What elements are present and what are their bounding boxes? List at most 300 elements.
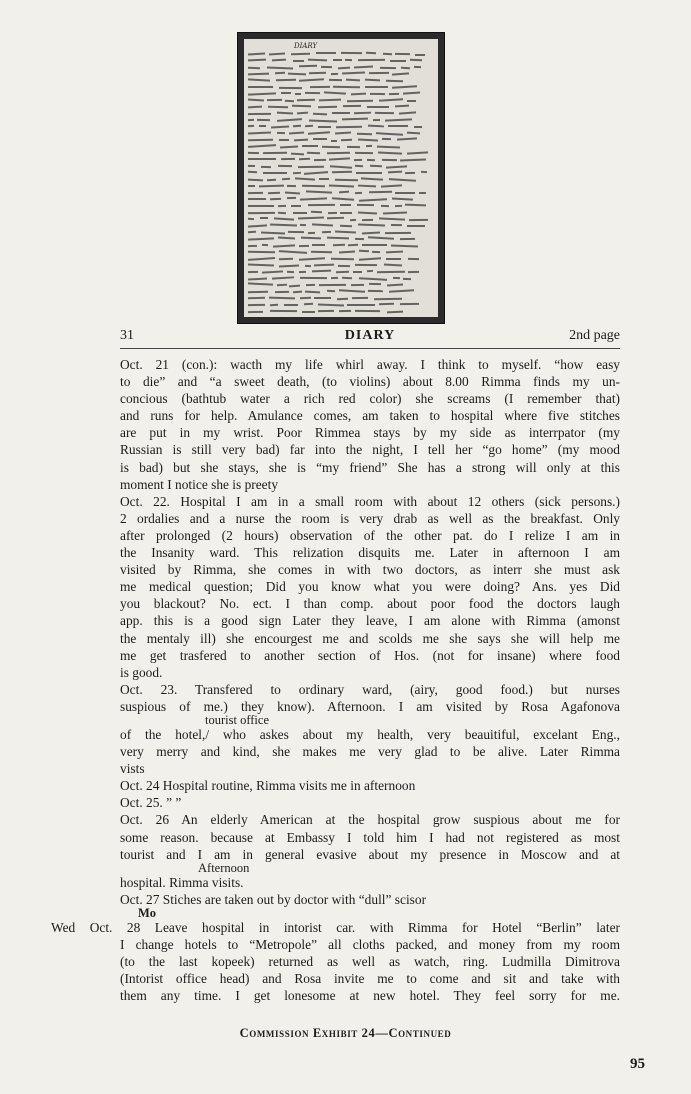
handwriting-stroke bbox=[354, 112, 371, 114]
handwriting-stroke bbox=[400, 158, 426, 160]
text-line: visited by Rimma, she comes in with two doctors, as interr she must ask bbox=[120, 562, 620, 578]
handwriting-stroke bbox=[382, 158, 397, 160]
handwriting-stroke bbox=[333, 244, 345, 246]
handwriting-stroke bbox=[327, 237, 349, 239]
handwriting-stroke bbox=[362, 231, 380, 234]
handwriting-stroke bbox=[389, 92, 399, 94]
handwriting-stroke bbox=[309, 72, 326, 74]
handwriting-stroke bbox=[279, 257, 293, 259]
handwriting-stroke bbox=[318, 304, 344, 307]
handwriting-stroke bbox=[345, 59, 352, 61]
handwriting-stroke bbox=[355, 152, 373, 154]
handwriting-stroke bbox=[375, 112, 394, 114]
handwriting-stroke bbox=[289, 284, 300, 286]
handwriting-stroke bbox=[248, 138, 273, 140]
handwriting-stroke bbox=[358, 212, 377, 214]
handwriting-stroke bbox=[312, 224, 333, 227]
handwriting-stroke bbox=[385, 118, 412, 121]
handwriting-stroke bbox=[263, 152, 287, 154]
handwriting-stroke bbox=[291, 53, 310, 55]
handwriting-stroke bbox=[248, 257, 275, 260]
handwriting-stroke bbox=[365, 86, 388, 88]
handwriting-stroke bbox=[248, 113, 271, 115]
handwriting-stroke bbox=[391, 244, 418, 246]
handwriting-stroke bbox=[388, 125, 408, 127]
handwriting-stroke bbox=[389, 178, 416, 181]
handwriting-stroke bbox=[379, 303, 394, 305]
handwriting-stroke bbox=[340, 225, 352, 227]
handwriting-stroke bbox=[306, 284, 315, 286]
handwriting-stroke bbox=[287, 271, 295, 273]
handwriting-stroke bbox=[346, 79, 360, 81]
handwriting-stroke bbox=[299, 78, 324, 81]
text-line: (Intorist office head) and Rosa invite me to come and sit and take with bbox=[120, 971, 620, 987]
handwriting-stroke bbox=[284, 304, 298, 306]
handwriting-stroke bbox=[333, 59, 342, 61]
handwriting-stroke bbox=[331, 139, 337, 141]
handwriting-stroke bbox=[405, 204, 426, 206]
text-line: after prolonged (2 hours) observation of the other pat. do I relize I am in bbox=[120, 527, 620, 543]
handwriting-stroke bbox=[395, 192, 415, 194]
handwriting-stroke bbox=[338, 265, 350, 267]
handwriting-stroke bbox=[300, 277, 327, 279]
handwriting-stroke bbox=[312, 244, 325, 246]
handwriting-stroke bbox=[305, 125, 314, 127]
text-line: is good. bbox=[120, 664, 163, 680]
handwriting-stroke bbox=[278, 165, 292, 167]
handwriting-stroke bbox=[257, 119, 270, 121]
handwriting-stroke bbox=[248, 245, 257, 247]
handwriting-stroke bbox=[331, 277, 338, 279]
handwriting-stroke bbox=[310, 86, 330, 88]
handwriting-stroke bbox=[299, 257, 325, 260]
handwriting-stroke bbox=[298, 217, 324, 220]
handwriting-stroke bbox=[287, 197, 296, 199]
text-line: Oct. 22. Hospital I am in a small room with about 12 others (sick persons.) bbox=[120, 493, 620, 509]
handwriting-stroke bbox=[309, 119, 337, 121]
handwriting-stroke bbox=[273, 244, 295, 247]
handwriting-stroke bbox=[414, 126, 422, 128]
handwriting-stroke bbox=[392, 197, 413, 200]
handwriting-stroke bbox=[312, 270, 331, 272]
handwriting-stroke bbox=[316, 52, 336, 54]
handwriting-stroke bbox=[275, 291, 289, 293]
handwriting-stroke bbox=[259, 185, 284, 187]
handwriting-stroke bbox=[408, 271, 419, 273]
handwriting-stroke bbox=[415, 54, 425, 56]
text-line: you blackout? No. ect. I than comp. about poor food the doctors laugh bbox=[120, 596, 620, 612]
handwriting-stroke bbox=[381, 205, 389, 207]
handwriting-stroke bbox=[358, 138, 378, 140]
handwriting-stroke bbox=[336, 126, 362, 128]
handwriting-stroke bbox=[379, 98, 403, 101]
handwriting-stroke bbox=[314, 263, 334, 265]
handwriting-stroke bbox=[295, 93, 301, 95]
text-line: tourist and I am in general evasive about my presence in Moscow and at bbox=[120, 846, 620, 862]
handwriting-stroke bbox=[322, 231, 331, 233]
handwriting-stroke bbox=[386, 251, 403, 253]
handwriting-stroke bbox=[308, 204, 335, 206]
header-page-label: 2nd page bbox=[569, 328, 620, 343]
handwriting-stroke bbox=[330, 165, 352, 168]
text-line: vists bbox=[120, 761, 145, 777]
handwriting-stroke bbox=[299, 245, 309, 247]
handwriting-stroke bbox=[368, 237, 394, 240]
handwriting-stroke bbox=[340, 204, 351, 206]
handwriting-stroke bbox=[362, 219, 373, 221]
handwriting-stroke bbox=[358, 224, 385, 226]
handwriting-stroke bbox=[268, 106, 288, 108]
handwriting-stroke bbox=[267, 99, 282, 101]
handwriting-stroke bbox=[357, 204, 374, 206]
handwriting-stroke bbox=[399, 111, 416, 114]
handwriting-stroke bbox=[405, 171, 415, 173]
handwriting-stroke bbox=[281, 92, 291, 94]
text-line: very merry and kind, she makes me very glad to be alive. Later Rimma bbox=[120, 744, 620, 760]
handwriting-stroke bbox=[392, 86, 417, 89]
handwriting-stroke bbox=[304, 303, 313, 305]
text-line: the mentaly ill) she encourgest me and scolds me she says she will help me bbox=[120, 630, 620, 646]
handwriting-stroke bbox=[339, 290, 365, 293]
handwriting-stroke bbox=[350, 218, 357, 220]
text-line: Russian is still very bad) far into the night, I tell her “go home” (my mood bbox=[120, 442, 620, 458]
handwriting-stroke bbox=[292, 105, 311, 107]
text-line: to die” and “a sweet death, (to violins) about 8.00 Rimma finds my un- bbox=[120, 374, 620, 390]
handwriting-stroke bbox=[321, 66, 332, 68]
handwriting-stroke bbox=[248, 53, 265, 55]
handwriting-stroke bbox=[340, 212, 352, 214]
handwriting-stroke bbox=[248, 250, 275, 252]
diary-handwriting bbox=[244, 39, 438, 317]
handwriting-stroke bbox=[388, 171, 402, 173]
handwriting-stroke bbox=[387, 311, 403, 313]
handwriting-stroke bbox=[414, 66, 421, 68]
text-line: and runs for help. Amulance comes, am taken to hospital where five stitches bbox=[120, 408, 620, 424]
handwriting-stroke bbox=[366, 145, 372, 147]
handwriting-stroke bbox=[272, 276, 294, 279]
text-line: are put in my wrist. Poor Rimmea stays by my side as interrpator (my bbox=[120, 425, 620, 441]
handwriting-stroke bbox=[298, 165, 324, 167]
handwriting-stroke bbox=[287, 185, 296, 187]
handwriting-stroke bbox=[278, 212, 286, 214]
header-title: DIARY bbox=[344, 328, 396, 343]
handwriting-stroke bbox=[308, 232, 315, 234]
header-rule bbox=[120, 348, 620, 349]
handwriting-stroke bbox=[270, 224, 297, 226]
handwriting-stroke bbox=[365, 78, 380, 80]
handwriting-stroke bbox=[386, 80, 403, 82]
handwriting-stroke bbox=[359, 277, 387, 280]
handwriting-stroke bbox=[293, 125, 301, 127]
handwriting-stroke bbox=[329, 184, 354, 187]
handwriting-stroke bbox=[319, 178, 329, 180]
handwriting-stroke bbox=[282, 178, 290, 180]
handwriting-stroke bbox=[377, 145, 400, 147]
handwriting-stroke bbox=[248, 277, 267, 280]
handwriting-stroke bbox=[248, 263, 274, 266]
diary-transcript bbox=[51, 356, 620, 1004]
handwriting-stroke bbox=[277, 111, 293, 113]
handwriting-stroke bbox=[351, 93, 366, 95]
handwriting-stroke bbox=[390, 60, 406, 62]
handwriting-stroke bbox=[327, 290, 335, 292]
handwriting-stroke bbox=[308, 59, 327, 61]
handwriting-stroke bbox=[291, 205, 301, 207]
handwriting-stroke bbox=[248, 59, 266, 61]
handwriting-stroke bbox=[358, 59, 385, 61]
handwriting-stroke bbox=[297, 99, 315, 101]
text-line: 2 ordalies and a nurse the room is very drab as well as the breakfast. Only bbox=[120, 510, 620, 526]
handwriting-stroke bbox=[274, 217, 294, 220]
handwriting-stroke bbox=[277, 132, 285, 134]
handwriting-stroke bbox=[248, 185, 255, 187]
handwriting-stroke bbox=[304, 171, 328, 174]
header-number: 31 bbox=[120, 328, 134, 343]
handwriting-stroke bbox=[278, 237, 295, 239]
handwriting-stroke bbox=[289, 131, 304, 134]
handwriting-stroke bbox=[401, 66, 410, 68]
handwriting-stroke bbox=[318, 310, 334, 312]
handwriting-stroke bbox=[407, 225, 425, 227]
text-line: hospital. Rimma visits. bbox=[120, 874, 244, 890]
handwriting-stroke bbox=[369, 72, 389, 74]
handwriting-stroke bbox=[339, 191, 349, 193]
handwriting-stroke bbox=[331, 258, 354, 260]
handwriting-stroke bbox=[300, 297, 311, 299]
handwriting-stroke bbox=[407, 151, 428, 154]
handwriting-stroke bbox=[291, 152, 304, 154]
handwriting-stroke bbox=[299, 271, 306, 273]
handwriting-stroke bbox=[358, 184, 377, 186]
handwriting-stroke bbox=[366, 52, 376, 54]
handwriting-stroke bbox=[248, 151, 259, 153]
handwriting-stroke bbox=[329, 79, 342, 81]
handwriting-stroke bbox=[248, 205, 274, 207]
handwriting-stroke bbox=[332, 171, 352, 173]
handwriting-stroke bbox=[301, 237, 321, 239]
handwriting-stroke bbox=[379, 217, 405, 220]
handwriting-stroke bbox=[302, 311, 315, 313]
handwritten-diary-photo bbox=[237, 32, 445, 324]
handwriting-stroke bbox=[359, 250, 369, 252]
handwriting-stroke bbox=[248, 66, 260, 68]
handwriting-stroke bbox=[403, 92, 420, 95]
handwriting-stroke bbox=[318, 126, 331, 128]
handwriting-stroke bbox=[383, 53, 392, 55]
handwriting-stroke bbox=[267, 66, 293, 68]
handwriting-stroke bbox=[331, 72, 338, 74]
handwriting-stroke bbox=[376, 132, 403, 135]
handwriting-stroke bbox=[300, 197, 327, 200]
handwriting-stroke bbox=[248, 291, 268, 293]
handwriting-stroke bbox=[248, 224, 267, 227]
handwriting-stroke bbox=[347, 146, 360, 148]
handwriting-stroke bbox=[353, 271, 362, 273]
handwriting-stroke bbox=[305, 92, 320, 94]
handwriting-stroke bbox=[328, 212, 337, 214]
handwriting-stroke bbox=[302, 185, 325, 187]
handwriting-stroke bbox=[419, 192, 426, 194]
handwriting-stroke bbox=[278, 205, 286, 207]
handwriting-stroke bbox=[335, 230, 356, 232]
text-line: suspious of me.) they know). Afternoon. I am visited by Rosa Agafonova bbox=[120, 698, 620, 714]
handwriting-stroke bbox=[275, 72, 285, 74]
handwriting-stroke bbox=[368, 125, 384, 127]
handwriting-stroke bbox=[318, 105, 337, 107]
handwriting-stroke bbox=[288, 231, 304, 233]
handwriting-stroke bbox=[341, 139, 352, 141]
handwriting-stroke bbox=[248, 198, 266, 200]
handwriting-stroke bbox=[370, 164, 382, 166]
handwriting-stroke bbox=[335, 132, 351, 135]
handwriting-stroke bbox=[281, 158, 295, 160]
handwriting-stroke bbox=[269, 53, 285, 55]
handwriting-stroke bbox=[355, 310, 380, 312]
handwriting-stroke bbox=[359, 257, 381, 260]
handwriting-stroke bbox=[319, 99, 341, 101]
handwriting-stroke bbox=[326, 151, 349, 153]
handwriting-stroke bbox=[279, 139, 289, 141]
handwriting-stroke bbox=[359, 198, 387, 201]
handwriting-stroke bbox=[343, 105, 361, 107]
text-line: the Insanity ward. This relization disquits me. Later in afternoon I am bbox=[120, 545, 620, 561]
handwriting-stroke bbox=[300, 224, 306, 226]
handwriting-stroke bbox=[389, 290, 414, 293]
handwriting-stroke bbox=[269, 297, 295, 299]
handwriting-stroke bbox=[332, 197, 354, 200]
handwriting-stroke bbox=[400, 238, 415, 240]
handwriting-stroke bbox=[268, 191, 280, 193]
handwriting-stroke bbox=[261, 231, 285, 234]
handwriting-stroke bbox=[408, 257, 419, 259]
insertion-afternoon: Afternoon bbox=[198, 860, 250, 875]
handwriting-stroke bbox=[248, 310, 263, 312]
handwriting-stroke bbox=[395, 205, 402, 207]
text-line: (to the last kopeek) returned as well as watch, ring. Ludmilla Dimitrova bbox=[120, 954, 620, 970]
handwriting-stroke bbox=[307, 151, 320, 153]
handwriting-stroke bbox=[348, 244, 358, 246]
handwriting-stroke bbox=[354, 159, 362, 161]
handwriting-stroke bbox=[262, 271, 283, 274]
handwriting-stroke bbox=[248, 99, 264, 101]
handwriting-stroke bbox=[421, 171, 427, 173]
handwriting-stroke bbox=[248, 92, 276, 95]
handwriting-stroke bbox=[293, 290, 302, 292]
handwriting-stroke bbox=[293, 172, 301, 174]
handwriting-stroke bbox=[304, 265, 310, 267]
handwriting-stroke bbox=[392, 72, 409, 75]
handwriting-stroke bbox=[342, 277, 352, 279]
handwriting-stroke bbox=[248, 303, 265, 305]
handwriting-stroke bbox=[400, 303, 419, 305]
handwriting-stroke bbox=[369, 283, 381, 285]
text-line: Oct. 23. Transfered to ordinary ward, (airy, good food.) but nurses bbox=[120, 681, 620, 697]
text-line: Oct. 24 Hospital routine, Rimma visits me in afternoon bbox=[120, 778, 416, 794]
handwriting-stroke bbox=[279, 87, 302, 89]
handwriting-stroke bbox=[294, 139, 308, 141]
handwriting-stroke bbox=[355, 191, 362, 193]
handwriting-stroke bbox=[370, 93, 385, 95]
page-header bbox=[120, 328, 620, 348]
handwriting-stroke bbox=[409, 219, 428, 221]
handwriting-stroke bbox=[361, 177, 383, 180]
page-number: 95 bbox=[630, 1056, 645, 1072]
text-line: moment I notice she is preety bbox=[120, 476, 279, 492]
handwriting-stroke bbox=[248, 73, 269, 75]
handwriting-stroke bbox=[248, 165, 255, 167]
handwriting-stroke bbox=[314, 297, 331, 299]
exhibit-caption-text: Commission Exhibit 24—Continued bbox=[239, 1026, 452, 1040]
handwriting-stroke bbox=[248, 78, 270, 81]
handwriting-stroke bbox=[319, 284, 346, 286]
handwriting-stroke bbox=[357, 132, 372, 134]
exhibit-caption bbox=[0, 1026, 691, 1041]
handwriting-stroke bbox=[332, 112, 350, 114]
handwriting-stroke bbox=[377, 271, 405, 273]
handwriting-stroke bbox=[407, 132, 420, 134]
handwriting-stroke bbox=[248, 125, 254, 127]
handwriting-stroke bbox=[270, 310, 297, 312]
handwriting-stroke bbox=[299, 65, 317, 67]
handwriting-stroke bbox=[356, 172, 382, 174]
text-line: Oct. 25. ” ” bbox=[120, 795, 182, 811]
handwriting-stroke bbox=[329, 157, 350, 160]
handwriting-stroke bbox=[386, 258, 401, 260]
text-line: I change hotels to “Metropole” all cloths packed, and money from my room bbox=[120, 937, 620, 952]
handwriting-stroke bbox=[403, 278, 411, 280]
handwriting-stroke bbox=[377, 152, 401, 155]
handwriting-stroke bbox=[311, 251, 332, 253]
handwriting-stroke bbox=[248, 238, 274, 241]
handwriting-stroke bbox=[341, 52, 362, 54]
handwriting-stroke bbox=[337, 297, 348, 299]
handwriting-stroke bbox=[369, 191, 392, 193]
handwriting-stroke bbox=[259, 125, 266, 127]
handwriting-stroke bbox=[302, 145, 318, 147]
handwriting-stroke bbox=[297, 112, 309, 114]
text-line: Oct. 27 Stiches are taken out by doctor with “dull” scisor bbox=[120, 891, 427, 907]
handwriting-stroke bbox=[397, 137, 417, 140]
handwriting-stroke bbox=[248, 158, 276, 160]
handwriting-stroke bbox=[248, 192, 263, 194]
text-line: Oct. 26 An elderly American at the hospital grow suspious about me for bbox=[120, 812, 620, 828]
text-line: is bad) but she stays, she is “my friend” She has a strong will only at this bbox=[120, 459, 620, 475]
handwriting-stroke bbox=[248, 178, 263, 180]
photo-label: DIARY bbox=[294, 42, 318, 50]
handwriting-stroke bbox=[248, 119, 254, 121]
handwriting-stroke bbox=[270, 198, 281, 200]
handwriting-stroke bbox=[261, 165, 271, 167]
text-line: Oct. 21 (con.): wacth my life whirl away. I think to myself. “how easy bbox=[120, 357, 620, 372]
text-line: concious (bathtub water a rich red color) she screams (I remember that) bbox=[120, 391, 620, 407]
handwriting-stroke bbox=[324, 92, 346, 95]
handwriting-stroke bbox=[347, 304, 375, 306]
handwriting-stroke bbox=[342, 118, 368, 120]
handwriting-stroke bbox=[248, 171, 257, 173]
handwriting-stroke bbox=[385, 232, 411, 234]
handwriting-stroke bbox=[308, 131, 330, 134]
handwriting-stroke bbox=[311, 211, 322, 213]
handwriting-stroke bbox=[355, 264, 377, 266]
handwriting-stroke bbox=[262, 244, 268, 246]
handwriting-stroke bbox=[367, 270, 373, 272]
handwriting-stroke bbox=[280, 145, 298, 147]
handwriting-stroke bbox=[380, 67, 396, 69]
handwriting-stroke bbox=[306, 190, 333, 193]
handwriting-stroke bbox=[384, 264, 402, 267]
handwriting-stroke bbox=[372, 250, 380, 252]
handwriting-stroke bbox=[354, 66, 373, 69]
